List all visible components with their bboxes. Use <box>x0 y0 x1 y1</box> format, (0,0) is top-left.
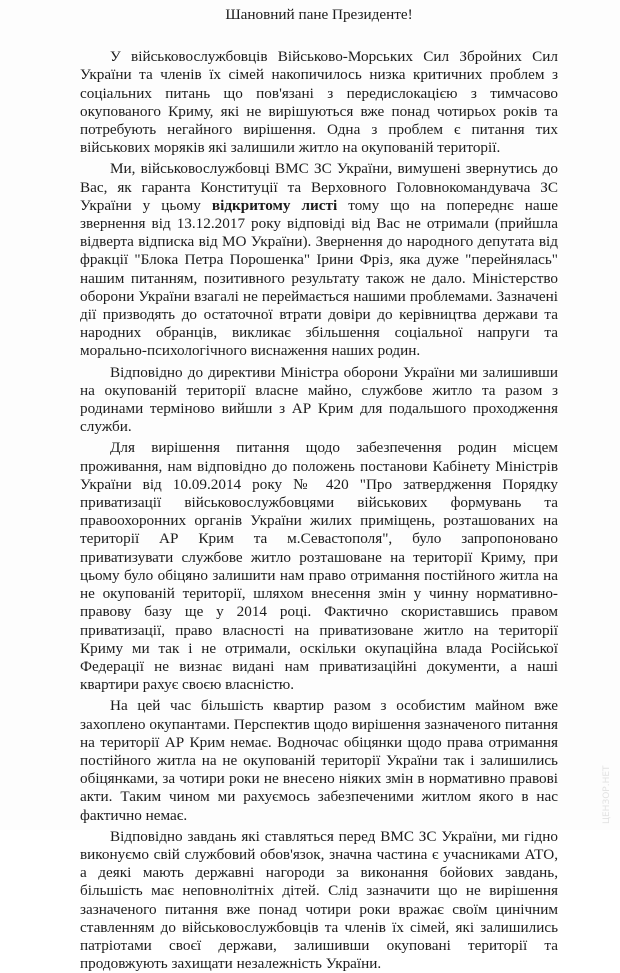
paragraph-2-emphasis: відкритому листі <box>211 196 338 214</box>
paragraph-4: Для вирішення питання щодо забезпечення родин місцем проживання, нам відповідно до положень постанови Кабінету Міністрів України від 10.09.2014 року № 420 "Про затвердження Порядку приватизації військовослужбовцями військових формувань та правоохоронних органів України жилих приміщень, розташованих на території АР Крим та м.Севастополя", було запропоновано приватизувати службове житло розташоване на території Криму, при цьому було обіцяно залишити нам право отримання постійного житла на не окупованій території, шляхом внесення змін у чинну нормативно-правову базу ще у 2014 році. Фактично скориставшись правом приватизації, право власності на приватизоване житло на території Криму ми так і не отримали, оскільки окупаційна влада Російської Федерації не визнає видані нам приватизаційні документи, а наші квартири рахує своєю власністю. <box>80 439 558 694</box>
paragraph-2-part-a: Ми, військовослужбовці ВМС ЗС України, вимушені звернутись до Вас, як гаранта Конституції та Верховного Головнокомандувача ЗС України у цьому <box>80 160 558 214</box>
paragraph-1: У військовослужбовців Військово-Морських Сил Збройних Сил України та членів їх сімей накопичилось низка критичних проблем з соціальних питань що пов'язані з передислокацією з тимчасово окупованого Криму, які не вирішуються вже понад чотирьох років та потребують негайного вирішення. Одна з проблем є питання тих військових моряків які залишили житло на окупованій території. <box>80 48 558 157</box>
paragraph-6: Відповідно завдань які ставляться перед ВМС ЗС України, ми гідно виконуємо свій службовий обов'язок, значна частина є учасниками АТО, а деякі мають державні нагороди за виконання бойових завдань, більшість має неповнолітніх дітей. Слід зазначити що не вирішення зазначеного питання вже понад чотири роки вражає своїм цинічним ставленням до військовослужбовців та членів їх сімей, які залишились патріотами своєї держави, залишивши окуповані території та продовжують захищати незалежність України. <box>80 827 558 973</box>
watermark-text: ЦЕНЗОР.НЕТ <box>602 765 612 824</box>
paragraph-2 <box>80 160 558 360</box>
letter-body <box>80 6 558 973</box>
paragraph-5: На цей час більшість квартир разом з особистим майном вже захоплено окупантами. Перспектив щодо вирішення зазначеного питання на території АР Крим немає. Водночас обіцянки щодо права отримання постійного житла на не окупованій території України так і залишились обіцянками, за чотири роки не внесено ніяких змін в нормативно правові акти. Таким чином ми рахуємось забезпеченими житлом якого в нас фактично немає. <box>80 697 558 824</box>
letter-salutation: Шановний пане Президенте! <box>225 6 413 23</box>
paragraph-3: Відповідно до директиви Міністра оборони України ми залишивши на окупованій території власне майно, службове житло та разом з родинами терміново вийшли з АР Крим для подальшого проходження служби. <box>80 363 558 436</box>
watermark <box>602 764 616 824</box>
paragraph-2-part-b: тому що на попереднє наше звернення від 13.12.2017 року відповіді від Вас не отримали (прийшла відверта відписка від МО України). Звернення до народного депутата від фракції "Блока Петра Порошенка" Ірини Фріз, яка дуже "перейнялась" нашим питанням, позитивного результату також не дало. Міністерство оборони України взагалі не переймається нашими проблемами. Зазначені дії призводять до остаточної втрати довіри до керівництва держави та народних обранців, викликає збільшення соціальної напруги та морально-психологічного виснаження наших родин. <box>80 196 558 360</box>
